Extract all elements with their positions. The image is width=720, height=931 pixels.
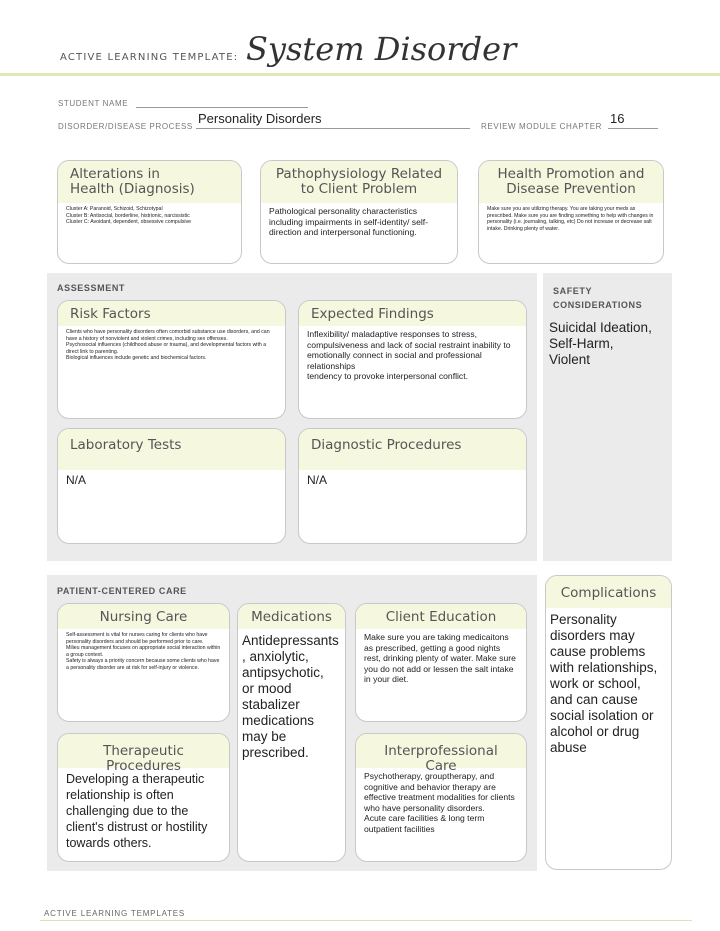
interprofessional-care-card xyxy=(355,733,527,862)
footer-text: ACTIVE LEARNING TEMPLATES xyxy=(44,909,186,918)
patient-care-label: PATIENT-CENTERED CARE xyxy=(57,586,187,596)
laboratory-tests-card xyxy=(57,428,286,544)
medications-card xyxy=(237,603,346,862)
safety-label: SAFETY CONSIDERATIONS xyxy=(553,286,643,310)
student-name-line[interactable] xyxy=(136,107,308,108)
chapter-label: REVIEW MODULE CHAPTER xyxy=(481,122,603,131)
health-promotion-card xyxy=(478,160,664,264)
template-title: System Disorder xyxy=(246,30,517,68)
disorder-label: DISORDER/DISEASE PROCESS xyxy=(58,122,193,131)
therapeutic-procedures-body: Developing a therapeutic relationship is often challenging due to the client's distrust or hostility towards others. xyxy=(66,772,208,850)
risk-factors-body: Clients who have personality disorders often comorbid substance use disorders, and can have a history of nonviolent and violent crimes, including sex offenses. Psychosocial influences (childhood abuse or trauma), and developmental factors with a direct link to parenting. Biological influences include genetic and biochemical factors. xyxy=(66,329,270,361)
interprofessional-care-title: Interprofessional Care xyxy=(356,734,526,768)
alterations-title: Alterations in Health (Diagnosis) xyxy=(58,161,241,203)
footer-divider xyxy=(40,920,692,921)
client-education-body: Make sure you are taking medicaitons as prescribed, getting a good nights rest, drinking plenty of water. Make sure you do not add or lessen the salt intake in your diet. xyxy=(364,632,516,684)
therapeutic-procedures-title: Therapeutic Procedures xyxy=(58,734,229,768)
nursing-care-body: Self-assessment is vital for nurses caring for clients who have personality disorders and should be performed prior to care. Milieu management focuses on appropriate social interaction within a group context. Safety is always a priority concern because some clients who have a personality disorder are at risk for self-injury or violence. xyxy=(66,632,221,671)
laboratory-tests-title: Laboratory Tests xyxy=(58,429,285,470)
medications-body: Antidepressants , anxiolytic, antipsychotic, or mood stabalizer medications may be prescribed. xyxy=(242,633,339,760)
risk-factors-card xyxy=(57,300,286,419)
pathophysiology-card xyxy=(260,160,458,264)
risk-factors-title: Risk Factors xyxy=(58,301,285,326)
diagnostic-procedures-card xyxy=(298,428,527,544)
alterations-card xyxy=(57,160,242,264)
nursing-care-card xyxy=(57,603,230,722)
client-education-title: Client Education xyxy=(356,604,526,629)
chapter-value[interactable]: 16 xyxy=(610,111,625,126)
header-divider xyxy=(0,73,720,76)
pathophysiology-body: Pathological personality characteristics including impairments in self-identity/ self-direction and interpersonal functioning. xyxy=(269,206,429,237)
medications-title: Medications xyxy=(238,604,345,629)
student-name-label: STUDENT NAME xyxy=(58,99,129,108)
safety-panel xyxy=(543,273,672,561)
pathophysiology-title: Pathophysiology Related to Client Problem xyxy=(261,161,457,203)
therapeutic-procedures-card xyxy=(57,733,230,862)
complications-title: Complications xyxy=(546,576,671,608)
health-promotion-body: Make sure you are utilizing therapy. You are taking your meds as prescribed. Make sure you are finding something to help with changes in personality (i.e. journaling, talking, etc) Do not increase or decrease salt intake. Drinking plenty of water. xyxy=(487,206,654,232)
alterations-body: Cluster A: Paranoid, Schizoid, Schizotypal Cluster B: Antisocial, borderline, histrionic, narcissistic Cluster C: Avoidant, dependent, obsessive compulsive xyxy=(66,206,192,225)
disorder-value[interactable]: Personality Disorders xyxy=(198,111,322,126)
chapter-line[interactable] xyxy=(608,128,658,129)
laboratory-tests-body: N/A xyxy=(66,473,87,487)
assessment-label: ASSESSMENT xyxy=(57,283,126,293)
nursing-care-title: Nursing Care xyxy=(58,604,229,629)
expected-findings-card xyxy=(298,300,527,419)
expected-findings-body: Inflexibility/ maladaptive responses to stress, compulsiveness and lack of social restraint inability to emotionally connect in social and professional relationships tendency to provoke interpersonal conflict. xyxy=(307,329,511,381)
diagnostic-procedures-body: N/A xyxy=(307,473,328,487)
client-education-card xyxy=(355,603,527,722)
diagnostic-procedures-title: Diagnostic Procedures xyxy=(299,429,526,470)
health-promotion-title: Health Promotion and Disease Prevention xyxy=(479,161,663,203)
expected-findings-title: Expected Findings xyxy=(299,301,526,326)
interprofessional-care-body: Psychotherapy, grouptherapy, and cognitive and behavior therapy are effective treatment modalities for clients who have personality disorders. Acute care facilities & long term outpatient facilities xyxy=(364,771,515,834)
complications-body: Personality disorders may cause problems with relationships, work or school, and can cause social isolation or alcohol or drug abuse xyxy=(550,612,658,755)
safety-body: Suicidal Ideation, Self-Harm, Violent xyxy=(549,320,652,367)
template-prefix: ACTIVE LEARNING TEMPLATE: xyxy=(60,52,239,63)
disorder-line[interactable] xyxy=(196,128,470,129)
complications-card xyxy=(545,575,672,870)
